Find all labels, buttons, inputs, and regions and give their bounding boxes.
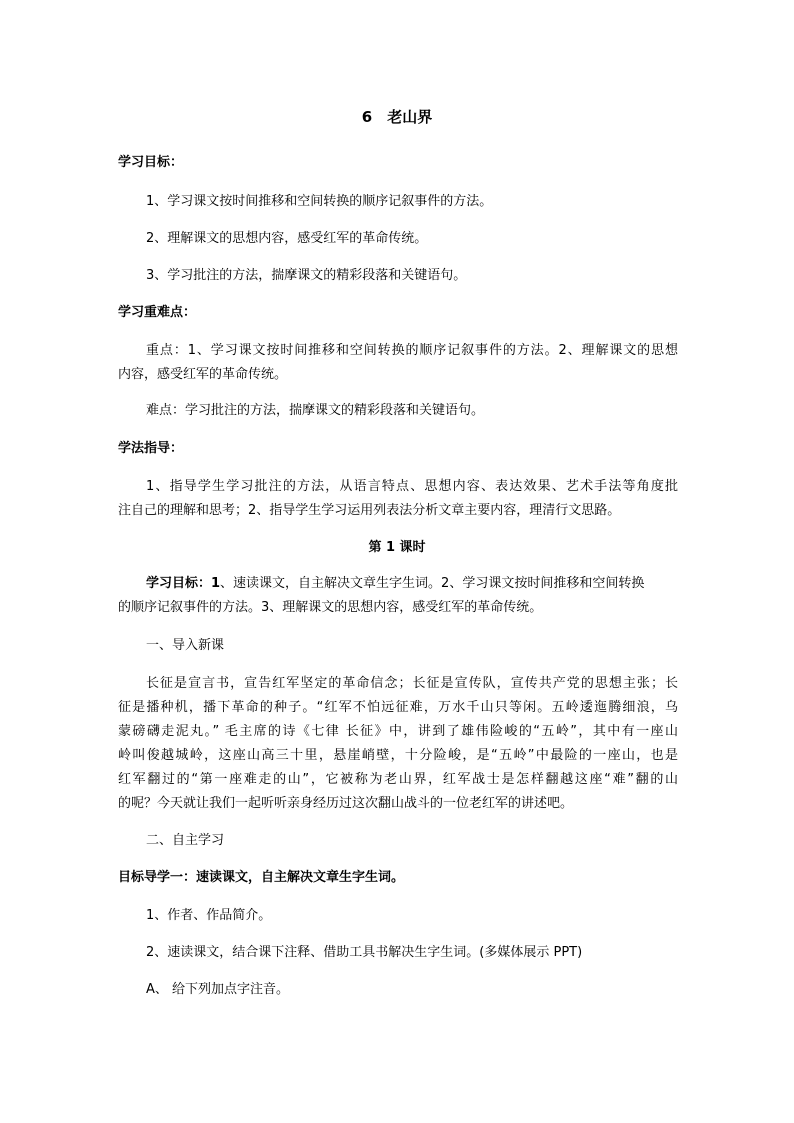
list-item: 2、速读课文，结合课下注释、借助工具书解决生字生词。(多媒体展示 PPT) bbox=[146, 945, 583, 960]
lesson-goals-label: 学习目标：1 bbox=[146, 576, 221, 591]
intro-line-1: 长征是宣言书，宣告红军坚定的革命信念；长征是宣传队，宣传共产党的思想主张；长 bbox=[146, 676, 678, 691]
keypoints-line-1: 重点：1、学习课文按时间推移和空间转换的顺序记叙事件的方法。2、理解课文的思想 bbox=[146, 343, 678, 358]
intro-line-2: 征是播种机，播下革命的种子。“红军不怕远征难，万水千山只等闲。五岭逶迤腾细浪，乌 bbox=[118, 700, 678, 715]
method-heading: 学法指导： bbox=[118, 441, 184, 456]
intro-line-5: 红军翻过的“第一座难走的山”，它被称为老山界，红军战士是怎样翻越这座“难”翻的山 bbox=[118, 772, 678, 787]
keypoints-heading: 学习重难点： bbox=[118, 305, 197, 320]
intro-heading: 一、导入新课 bbox=[146, 638, 225, 653]
goal-item-1: 1、学习课文按时间推移和空间转换的顺序记叙事件的方法。 bbox=[146, 194, 493, 209]
lesson-heading: 第 1 课时 bbox=[368, 540, 426, 555]
goal-item-2: 2、理解课文的思想内容，感受红军的革命传统。 bbox=[146, 231, 428, 246]
list-item: A、 给下列加点字注音。 bbox=[146, 982, 290, 997]
intro-line-3: 蒙磅礴走泥丸。” 毛主席的诗《七律 长征》中，讲到了雄伟险峻的“五岭”，其中有一座山 bbox=[118, 724, 678, 739]
intro-line-6: 的呢？今天就让我们一起听听亲身经历过这次翻山战斗的一位老红军的讲述吧。 bbox=[118, 796, 574, 811]
goal-item-3: 3、学习批注的方法，揣摩课文的精彩段落和关键语句。 bbox=[146, 268, 467, 283]
list-item: 1、作者、作品简介。 bbox=[146, 908, 272, 923]
intro-line-4: 岭叫俊越城岭，这座山高三十里，悬崖峭壁，十分险峻，是“五岭”中最险的一座山，也是 bbox=[118, 748, 678, 763]
page-title: 6 老山界 bbox=[361, 108, 433, 126]
self-study-heading: 二、自主学习 bbox=[146, 833, 225, 848]
lesson-goals-line-2: 的顺序记叙事件的方法。3、理解课文的思想内容，感受红军的革命传统。 bbox=[118, 600, 543, 615]
goals-heading: 学习目标： bbox=[118, 155, 184, 170]
lesson-goals-text: 、速读课文，自主解决文章生字生词。2、学习课文按时间推移和空间转换 bbox=[220, 576, 645, 591]
keypoints-line-2: 内容，感受红军的革命传统。 bbox=[118, 367, 288, 382]
method-line-1: 1、指导学生学习批注的方法，从语言特点、思想内容、表达效果、艺术手法等角度批 bbox=[146, 479, 678, 494]
lesson-goals-line-1 bbox=[146, 574, 678, 593]
guide-heading-1: 目标导学一：速读课文，自主解决文章生字生词。 bbox=[118, 870, 405, 885]
method-line-2: 注自己的理解和思考；2、指导学生学习运用列表法分析文章主要内容，理清行文思路。 bbox=[118, 503, 621, 518]
difficulty-line: 难点：学习批注的方法，揣摩课文的精彩段落和关键语句。 bbox=[146, 403, 485, 418]
